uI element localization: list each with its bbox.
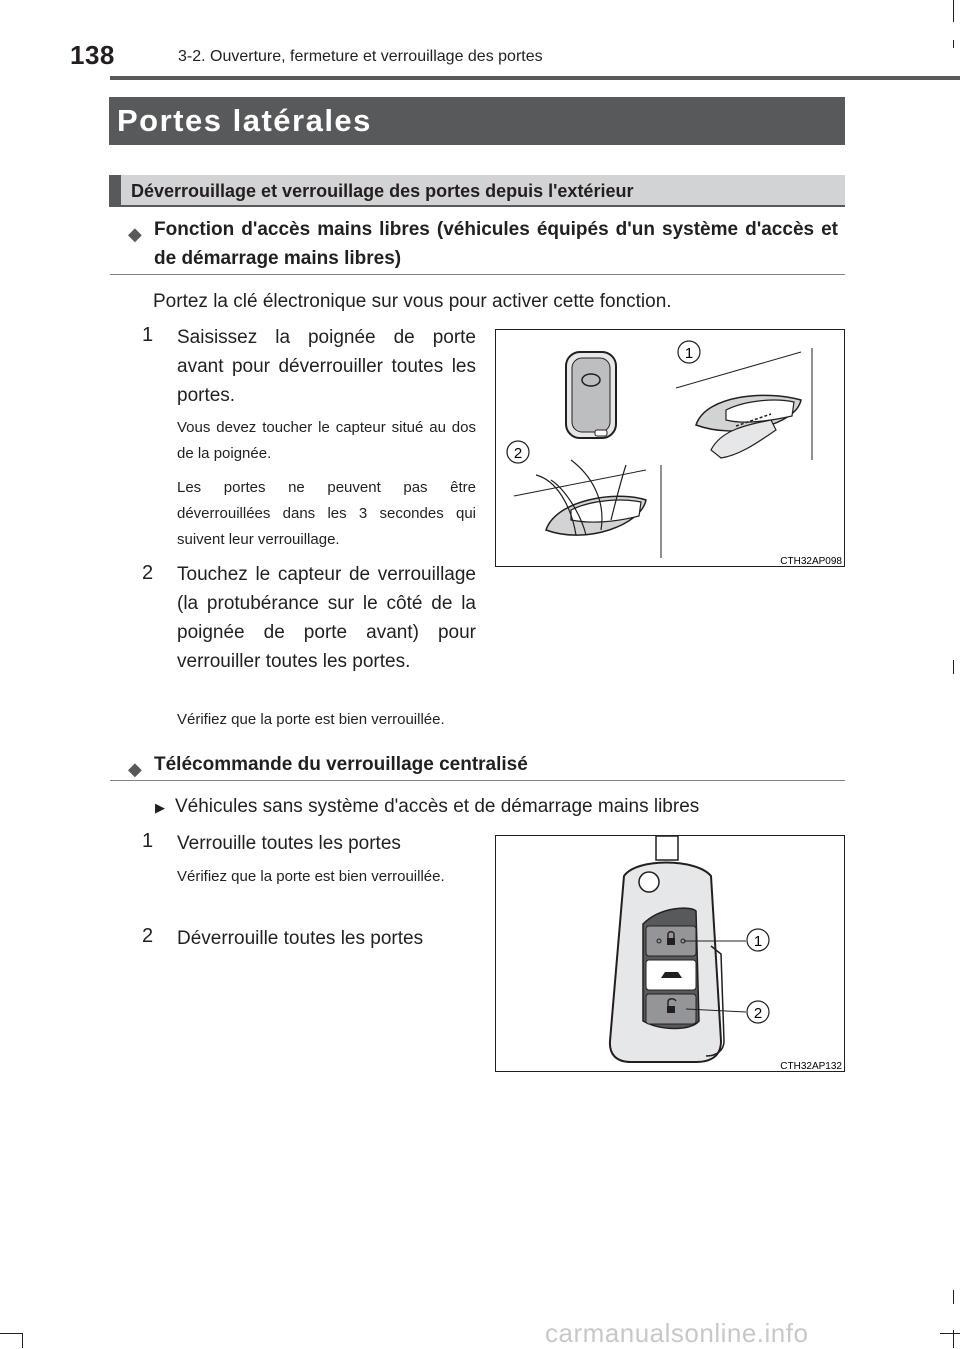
remote-step-number-1: 1: [142, 830, 154, 852]
figure-1-code: CTH32AP098: [780, 556, 842, 567]
triangle-bullet-icon: ▶: [155, 800, 165, 815]
section-heading: Déverrouillage et verrouillage des portes depuis l'extérieur: [131, 181, 634, 201]
subheading-rule: [110, 780, 845, 781]
remote-step-1-note: Vérifiez que la porte est bien verrouillée.: [177, 868, 445, 885]
crop-mark: [953, 660, 954, 674]
section-marker: [109, 175, 121, 205]
remote-key-drawing: [496, 836, 845, 1072]
step-1-note-1: Vous devez toucher le capteur situé au dos de la poignée.: [177, 419, 476, 462]
figure-2-callout-2: 2: [753, 1005, 763, 1022]
remote-step-number-2: 2: [142, 925, 154, 947]
page-title-bar: [109, 97, 845, 145]
step-1-note-2: Les portes ne peuvent pas être déverrouillées dans les 3 secondes qui suivent leur verrouillage.: [177, 479, 476, 548]
figure-1-callout-1: 1: [684, 345, 694, 362]
diamond-bullet-icon: ◆: [128, 759, 142, 779]
remote-heading: ◆ Télécommande du verrouillage centralisé: [128, 750, 838, 779]
door-handle-drawing: [496, 330, 845, 567]
crop-mark: [22, 1333, 23, 1348]
diamond-bullet-icon: ◆: [128, 224, 142, 244]
remote-subheading: ▶ Véhicules sans système d'accès et de démarrage mains libres: [155, 796, 700, 817]
step-number-2: 2: [142, 562, 154, 584]
header-rule: [110, 76, 960, 80]
step-2-note: Vérifiez que la porte est bien verrouillée.: [177, 711, 445, 728]
crop-mark: [953, 40, 954, 48]
watermark: carmanualsonline.info: [545, 1318, 809, 1348]
smart-entry-intro: Portez la clé électronique sur vous pour activer cette fonction.: [153, 291, 672, 312]
page-title: Portes latérales: [117, 103, 372, 138]
section-heading-bar: [109, 175, 845, 207]
crop-mark: [953, 1290, 954, 1304]
figure-2-callout-1: 1: [753, 933, 763, 950]
figure-2-code: CTH32AP132: [780, 1061, 842, 1072]
page-number: 138: [70, 40, 115, 70]
figure-1-callout-2: 2: [513, 445, 523, 462]
running-head: 3-2. Ouverture, fermeture et verrouillage des portes: [178, 48, 543, 65]
crop-mark: [953, 0, 954, 22]
remote-step-1-text: Verrouille toutes les portes: [177, 833, 401, 854]
remote-step-2-text: Déverrouille toutes les portes: [177, 928, 424, 949]
crop-mark: [940, 1333, 960, 1334]
smart-key-door-handle-illustration: [495, 329, 845, 567]
step-2-text: Touchez le capteur de verrouillage (la protubérance sur le côté de la poignée de porte avant) pour verrouiller toutes les portes.: [177, 564, 476, 672]
smart-entry-heading: ◆ Fonction d'accès mains libres (véhicules équipés d'un système d'accès et de démarrage mains libres): [128, 219, 838, 269]
step-number-1: 1: [142, 324, 154, 346]
step-1-text: Saisissez la poignée de porte avant pour déverrouiller toutes les portes.: [177, 327, 476, 406]
subheading-rule: [110, 274, 845, 275]
crop-mark: [0, 1333, 22, 1334]
remote-key-illustration: [495, 835, 845, 1072]
